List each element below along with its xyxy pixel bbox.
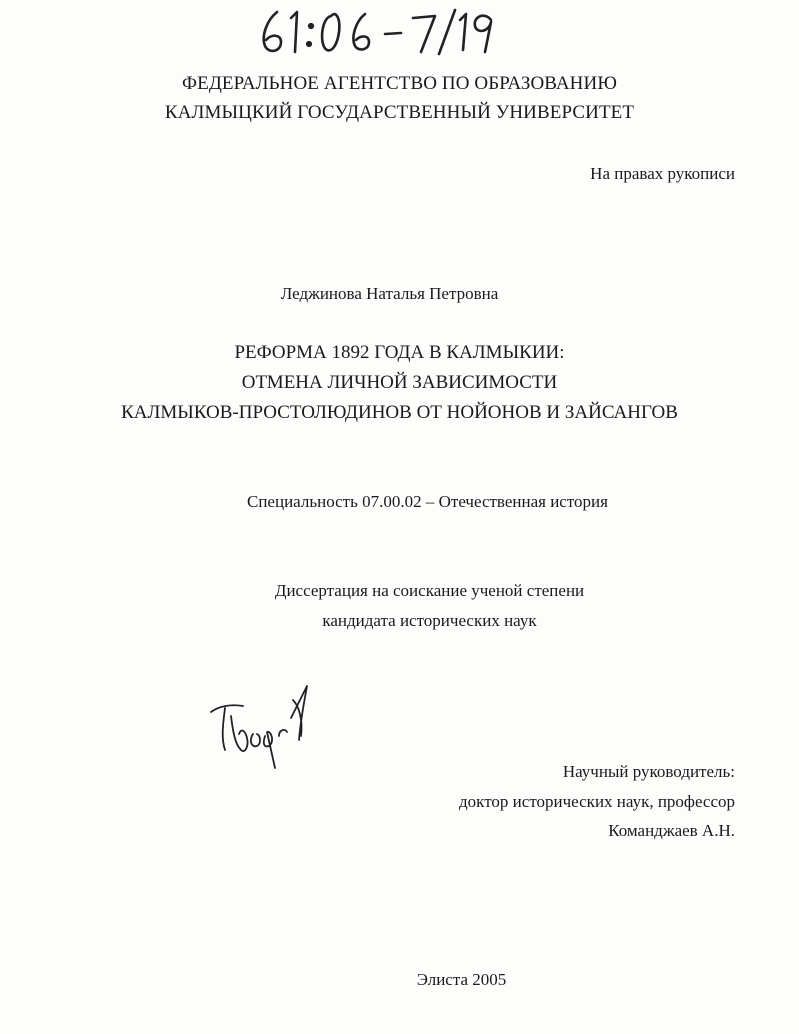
supervisor-credentials: доктор исторических наук, профессор (459, 792, 735, 811)
archive-code-handwritten (255, 2, 505, 58)
supervisor-name: Команджаев А.Н. (608, 821, 735, 840)
university-name: КАЛМЫЦКИЙ ГОСУДАРСТВЕННЫЙ УНИВЕРСИТЕТ (164, 102, 635, 123)
title-line-3: КАЛМЫКОВ-ПРОСТОЛЮДИНОВ ОТ НОЙОНОВ И ЗАЙСАНГОВ (121, 402, 678, 423)
signature (205, 676, 315, 776)
manuscript-note: На правах рукописи (590, 164, 735, 183)
supervisor-label: Научный руководитель: (562, 762, 735, 781)
degree-line-1: Диссертация на соискание ученой степени (274, 581, 585, 600)
agency-name: ФЕДЕРАЛЬНОЕ АГЕНТСТВО ПО ОБРАЗОВАНИЮ (182, 73, 617, 94)
city-year: Элиста 2005 (416, 970, 507, 989)
specialty: Специальность 07.00.02 – Отечественная история (247, 492, 608, 511)
title-line-1: РЕФОРМА 1892 ГОДА В КАЛМЫКИИ: (234, 342, 565, 363)
author-name: Леджинова Наталья Петровна (280, 284, 499, 303)
title-line-2: ОТМЕНА ЛИЧНОЙ ЗАВИСИМОСТИ (241, 372, 558, 393)
degree-line-2: кандидата исторических наук (322, 611, 537, 630)
